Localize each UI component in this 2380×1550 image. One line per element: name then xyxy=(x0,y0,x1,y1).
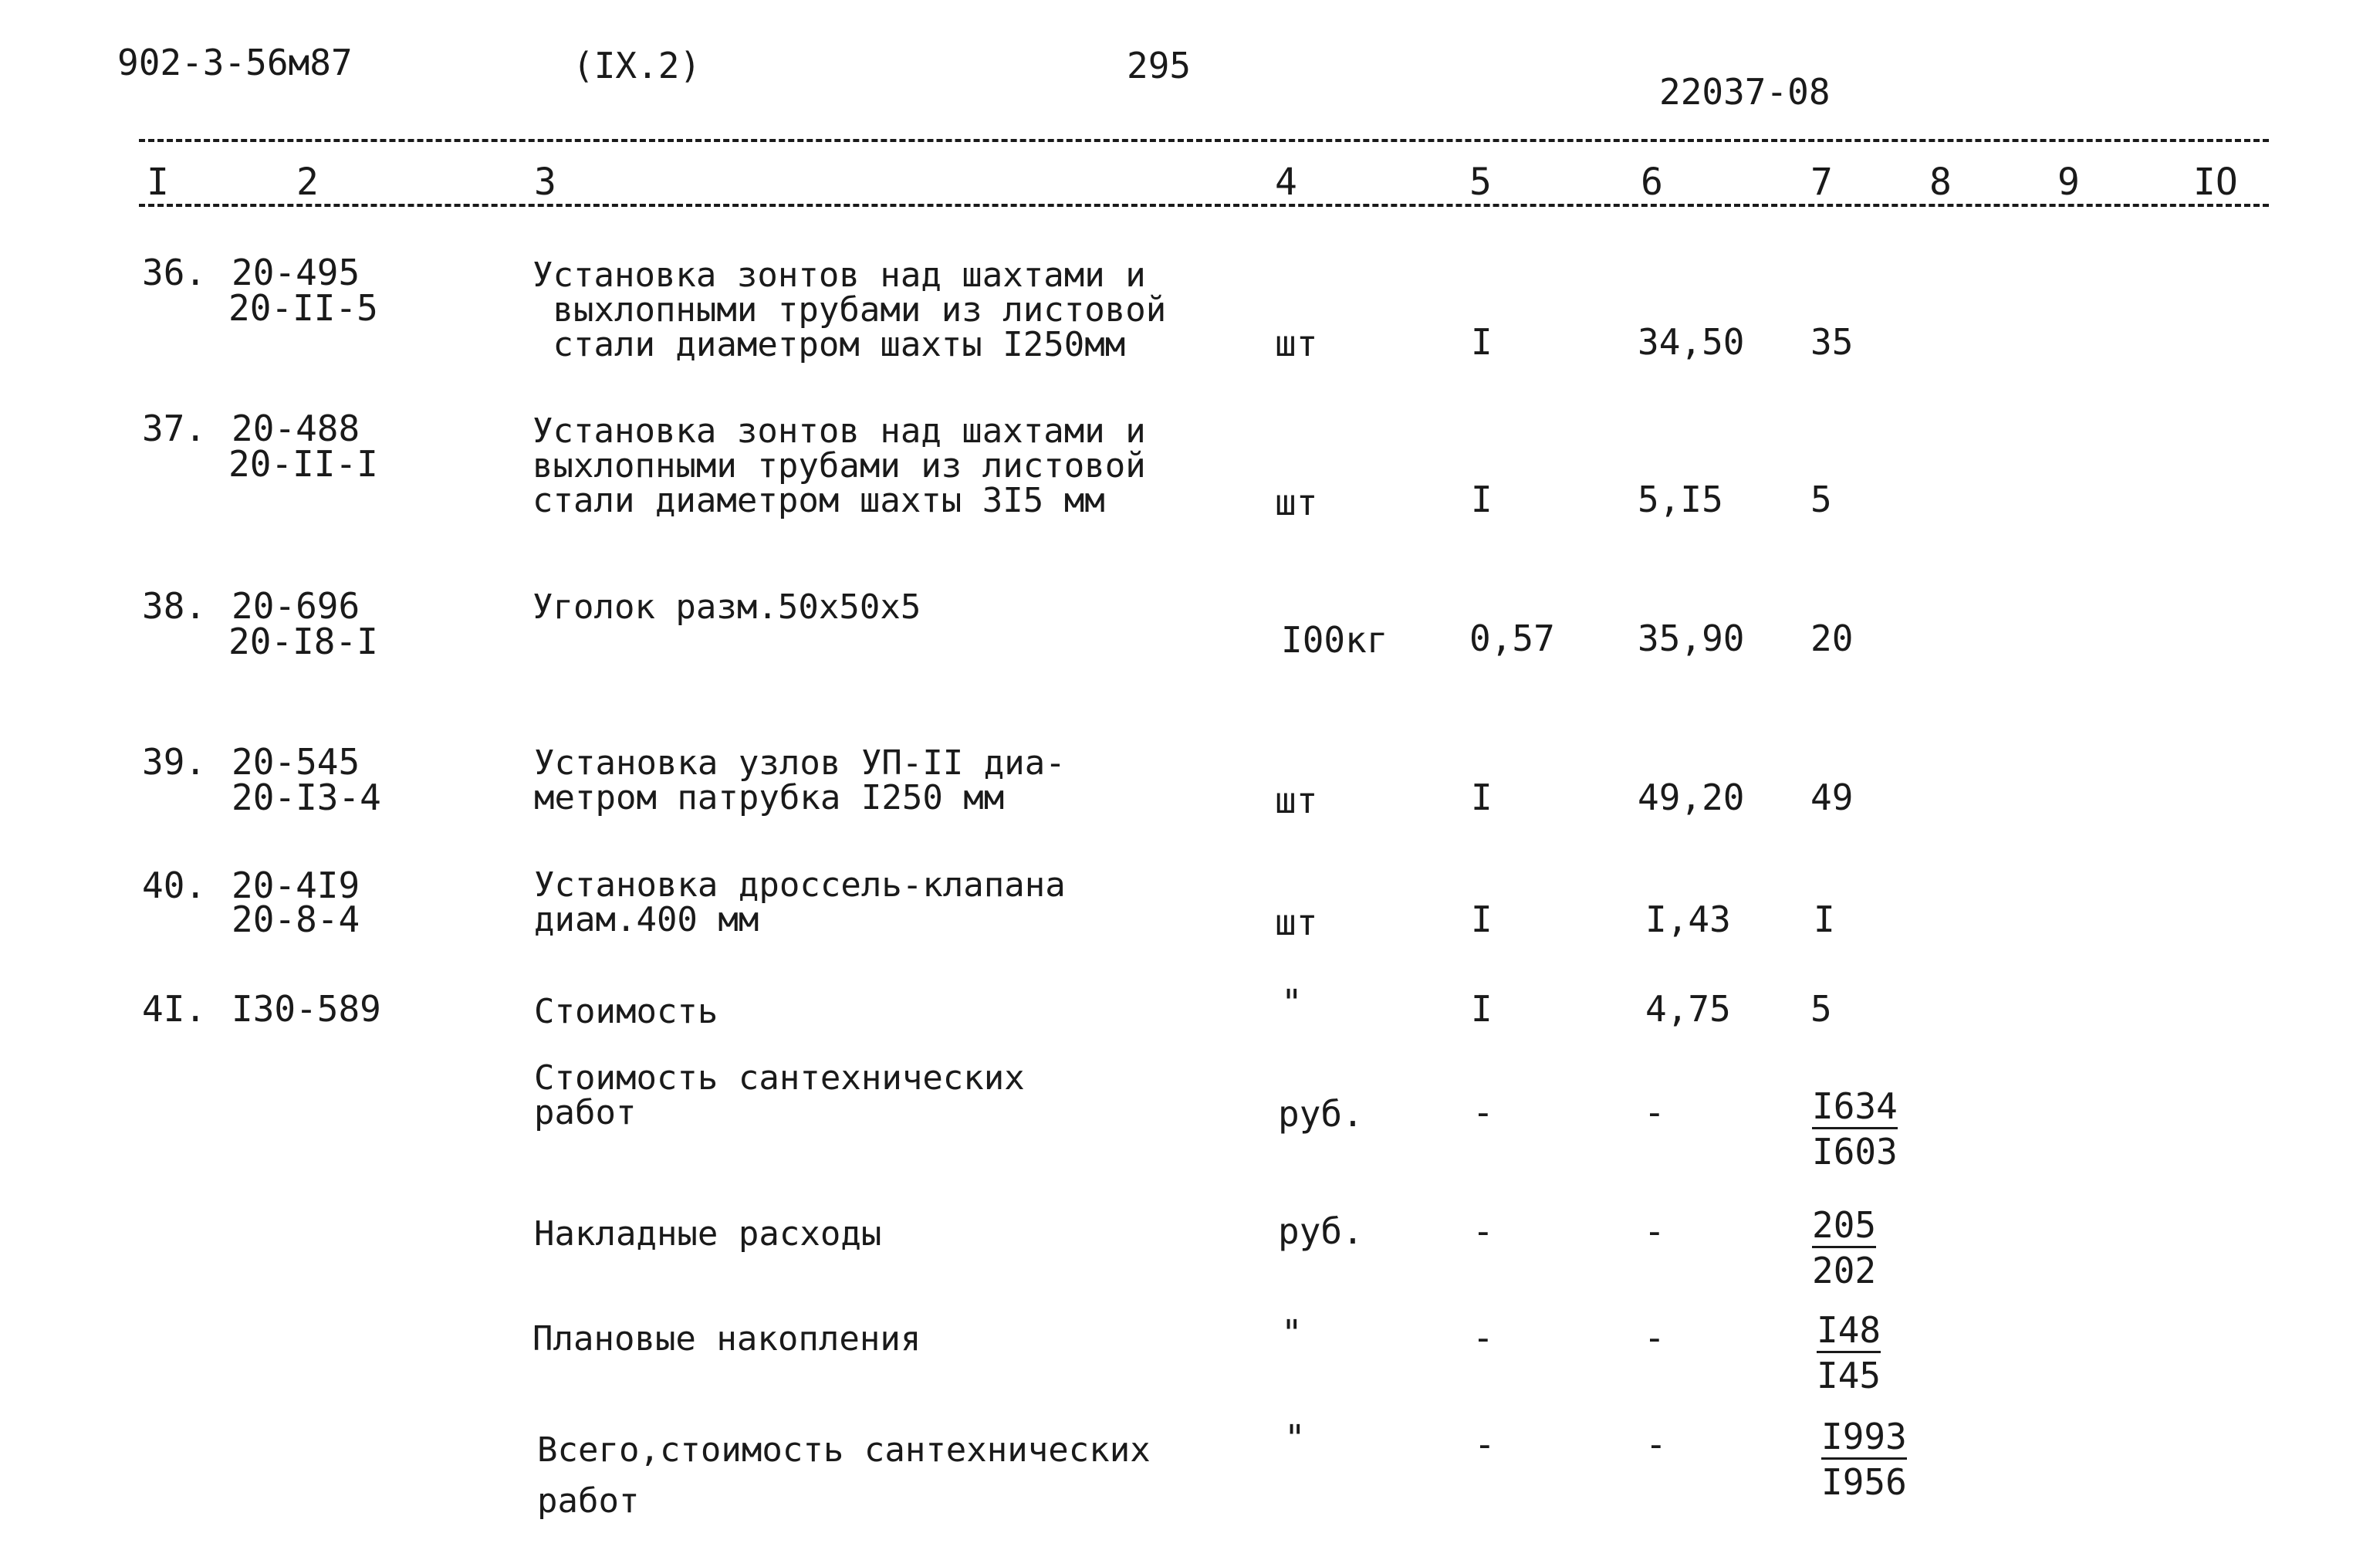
total-cost: 20 xyxy=(1810,618,1854,659)
quantity: I xyxy=(1471,777,1493,818)
column-header-1: I xyxy=(147,161,169,204)
summary-description: Плановые накопления xyxy=(532,1319,921,1359)
total-cost: 49 xyxy=(1810,777,1854,818)
total-cost: 35 xyxy=(1810,321,1854,363)
norm-code: I30-589 xyxy=(232,988,381,1030)
unit-price: 4,75 xyxy=(1645,988,1731,1030)
quantity: - xyxy=(1472,1210,1494,1252)
norm-code: 20-696 xyxy=(232,585,360,627)
unit: " xyxy=(1281,982,1303,1024)
total-current: I993 xyxy=(1821,1419,1907,1460)
unit-price: - xyxy=(1644,1317,1665,1359)
column-header-3: 3 xyxy=(534,161,556,204)
unit-price: I,43 xyxy=(1645,899,1731,940)
unit: шт xyxy=(1275,482,1318,523)
unit: " xyxy=(1281,1312,1303,1354)
work-description: Установка зонтов над шахтами и выхлопными трубами из листовой стали диаметром шахты 3I5 мм xyxy=(532,411,1146,520)
price-code: 20-I3-4 xyxy=(232,777,381,818)
norm-code: 20-488 xyxy=(232,408,360,449)
unit-price: - xyxy=(1644,1091,1665,1133)
summary-description: Всего,стоимость сантехнических работ xyxy=(537,1430,1151,1521)
column-header-2: 2 xyxy=(296,161,319,204)
quantity: - xyxy=(1472,1317,1494,1359)
unit-price: - xyxy=(1645,1423,1667,1465)
quantity: I xyxy=(1471,479,1493,520)
row-number: 38. xyxy=(142,585,207,627)
norm-code: 20-495 xyxy=(232,252,360,293)
total-previous: I956 xyxy=(1821,1461,1907,1503)
total-cost: I xyxy=(1814,899,1835,940)
total-fraction xyxy=(1817,1309,1881,1396)
work-description: Установка зонтов над шахтами и выхлопными трубами из листовой стали диаметром шахты I250мм xyxy=(532,256,1167,364)
row-number: 37. xyxy=(142,408,207,449)
unit: шт xyxy=(1275,780,1318,821)
total-cost: 5 xyxy=(1810,988,1832,1030)
unit: руб. xyxy=(1278,1093,1364,1135)
price-code: 20-II-I xyxy=(228,443,378,485)
unit-price: 5,I5 xyxy=(1638,479,1723,520)
column-header-8: 8 xyxy=(1929,161,1952,204)
total-previous: I45 xyxy=(1817,1355,1881,1396)
column-header-6: 6 xyxy=(1641,161,1663,204)
row-number: 39. xyxy=(142,741,207,783)
summary-description: Накладные расходы xyxy=(534,1214,882,1254)
total-fraction xyxy=(1812,1085,1898,1173)
quantity: - xyxy=(1474,1423,1496,1465)
price-code: 20-II-5 xyxy=(228,287,378,329)
total-current: I634 xyxy=(1812,1088,1898,1129)
total-cost: 5 xyxy=(1810,479,1832,520)
unit-price: - xyxy=(1644,1210,1665,1252)
total-fraction xyxy=(1821,1416,1907,1503)
page-number: 295 xyxy=(1127,45,1192,86)
total-current: 205 xyxy=(1812,1207,1876,1248)
norm-code: 20-545 xyxy=(232,741,360,783)
unit: I00кг xyxy=(1281,619,1388,661)
total-current: I48 xyxy=(1817,1312,1881,1353)
total-previous: 202 xyxy=(1812,1250,1877,1291)
sheet-code: 22037-08 xyxy=(1659,71,1831,113)
row-number: 40. xyxy=(142,865,207,906)
top-dashed-rule xyxy=(139,139,2269,142)
column-header-4: 4 xyxy=(1275,161,1297,204)
work-description: Уголок разм.50х50х5 xyxy=(532,587,921,627)
norm-code: 20-4I9 xyxy=(232,865,360,906)
quantity: I xyxy=(1471,988,1493,1030)
price-code: 20-8-4 xyxy=(232,899,360,940)
summary-description: Стоимость сантехнических работ xyxy=(534,1058,1025,1132)
unit: " xyxy=(1284,1417,1306,1459)
row-number: 4I. xyxy=(142,988,207,1030)
section-number: (IX.2) xyxy=(573,45,701,86)
column-header-dashed-rule xyxy=(139,204,2269,207)
column-header-7: 7 xyxy=(1810,161,1833,204)
unit-price: 35,90 xyxy=(1638,618,1745,659)
quantity: - xyxy=(1472,1091,1494,1133)
quantity: 0,57 xyxy=(1469,618,1555,659)
column-header-10: IO xyxy=(2193,161,2238,204)
unit: шт xyxy=(1275,902,1318,943)
unit-price: 49,20 xyxy=(1638,777,1745,818)
document-code: 902-3-56м87 xyxy=(117,42,353,83)
unit: шт xyxy=(1275,323,1318,364)
column-header-5: 5 xyxy=(1469,161,1492,204)
unit: руб. xyxy=(1278,1210,1364,1252)
work-description: Установка узлов УП-II диа- метром патрубка I250 мм xyxy=(534,743,1066,817)
work-description: Стоимость xyxy=(534,992,718,1031)
row-number: 36. xyxy=(142,252,207,293)
work-description: Установка дроссель-клапана диам.400 мм xyxy=(534,865,1066,939)
quantity: I xyxy=(1471,899,1493,940)
quantity: I xyxy=(1471,321,1493,363)
price-code: 20-I8-I xyxy=(228,621,378,662)
column-header-9: 9 xyxy=(2057,161,2080,204)
unit-price: 34,50 xyxy=(1638,321,1745,363)
total-fraction xyxy=(1812,1204,1877,1291)
total-previous: I603 xyxy=(1812,1131,1898,1173)
